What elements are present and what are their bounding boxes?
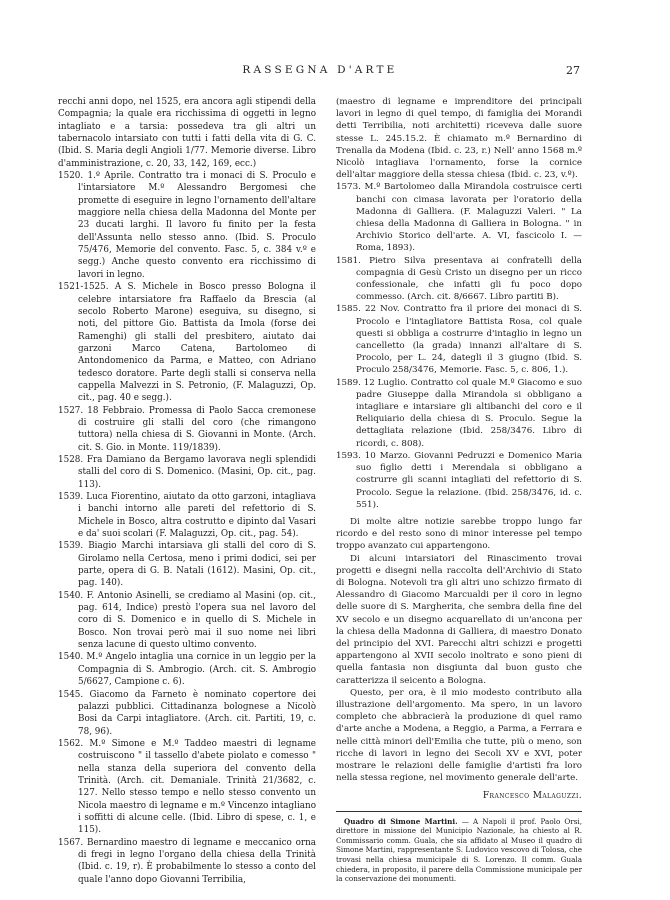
entry-text: Fra Damiano da Bergamo lavorava negli splendidi stalli del coro di S. Domenico. (Masini, Op. cit., pag. 113). [78,454,317,490]
entry-year: 1540. [58,652,84,663]
right-column [336,96,582,884]
entry-year: 1540. [58,590,84,601]
body-paragraph: Di alcuni intarsiatori del Rinascimento trovai progetti e disegni nella raccolta dell'Archivio di Stato di Bologna. Notevoli tra gli altri uno schizzo firmato di Alessandro di Giacomo Marcualdi per il coro in legno delle suore di S. Margherita, che sembra della fine del XV secolo e un disegno acquarellato di un'ancona per la chiesa della Madonna di Galliera, di maestro Donato del principio del XVI. Parecchi altri schizzi e progetti appartengono al XVII secolo inoltrato e sono pieni di quella fantasia non disgiunta dal buon gusto che caratterizza il seicento a Bologna. [336,553,582,686]
page-number: 27 [566,64,580,77]
entry-year: 1593. [336,450,361,461]
entry-text: M.º Bartolomeo dalla Mirandola costruisce certi banchi con cimasa lavorata per l'oratorio della Madonna di Galliera. (F. Malaguzzi Valeri. " La chiesa della Madonna di Galliera in Bologna. " in Archivio Storico dell'arte. A. VI, fascicolo I. — Roma, 1893). [356,182,582,254]
entry-text: M.º Angelo intaglia una cornice in un leggio per la Compagnia di S. Ambrogio. (Arch. cit. S. Ambrogio 5/6627, Campione c. 6). [78,652,316,688]
entry-text: 10 Marzo. Giovanni Pedruzzi e Domenico Maria suo figlio detti i Merendala si obbligano a costrurre gli scanni intagliati del refettorio di S. Procolo. Segue la relazione. (Ibid. 258/3476, id. c. 551). [356,450,582,510]
chronology-entry [336,255,582,304]
entry-text: 18 Febbraio. Promessa di Paolo Sacca cremonese di costruire gli stalli del coro (che rimangono tuttora) nella chiesa di S. Giovanni in Monte. (Arch. cit. S. Gio. in Monte. 119/1839). [78,405,316,453]
entry-year: 1589. [336,377,361,388]
entry-text: A S. Michele in Bosco presso Bologna il celebre intarsiatore fra Raffaelo da Brescia (al secolo Roberto Marone) eseguiva, su disegno, si noti, del pittore Gio. Battista da Imola (forse dei Ramenghi) gli stalli del presbitero, aiutato dai garzoni Marco Catena, Bartolomeo di Antondomenico da Parma, e Matteo, con Adriano tedesco doratore. Parte degli stalli si conserva nella cappella Malvezzi in S. Petronio, (F. Malaguzzi, Op. cit., pag. 40 e segg.). [78,282,316,404]
entry-text: Giacomo da Farneto è nominato copertore dei palazzi pubblici. Cittadinanza bolognese a Nicolò Bosi da Carpi intagliatore. (Arch. cit. Partiti, 19, c. 78, 96). [78,689,317,737]
footnote-text: — A Napoli il prof. Paolo Orsi, direttore in missione del Municipio Nazionale, ha chiesto al R. Commissario comm. Guala, che sia affidato al Museo il quadro di Simone Martini, rappresentante S. Ludovico vescovo di Tolosa, che trovasi nella chiesa municipale di S. Lorenzo. Il comm. Guala chiedera, in proposito, il parere della Commissione municipale per la conservazione dei monumenti. [336,816,583,884]
chronology-entry [58,170,316,281]
entry-text: Biagio Marchi intarsiava gli stalli del coro di S. Girolamo nella Certosa, meno i primi dodici, sei per parte, opera di G. B. Natali (1612). Masini, Op. cit., pag. 140). [78,541,316,589]
entry-year: 1539. [58,541,84,552]
chronology-entry [336,181,582,254]
entry-year: 1528. [58,454,84,465]
chronology-entry [58,281,316,404]
entry-text: F. Antonio Asinelli, se crediamo al Masini (op. cit., pag. 614, Indice) prestò l'opera sua nel lavoro del coro di S. Domenico e in quello di S. Michele in Bosco. Non trovai però mai il suo nome nei libri senza lacune di questo ultimo convento. [78,590,316,651]
entry-year: 1545. [58,689,84,700]
chronology-entry [58,689,316,738]
author-signature: Francesco Malaguzzi. [482,791,582,802]
entry-text: M.º Simone e M.º Taddeo maestri di legname costruiscono " il tassello d'abete piolato e comesso " nella stanza della superiora del convento della Trinità. (Arch. cit. Demaniale. Trinità 21/3682, c. 127. Nello stesso tempo e nello stesso convento un Nicola maestro di legname e m.º Vincenzo intagliano i soffitti di alcune celle. (Ibid. Libro di spese, c. 1, e 115). [78,738,317,836]
entry-year: 1527. [58,405,84,416]
footnote-divider [336,811,582,812]
footnote [336,817,582,884]
entry-year: 1562. [58,738,84,749]
chronology-entry [336,303,582,376]
footnote-title: Quadro di Simone Martini. [344,816,458,826]
chronology-entry [58,454,316,491]
chronology-entry [336,450,582,511]
left-column [58,96,316,886]
journal-title: RASSEGNA D'ARTE [242,64,398,76]
chronology-entry [58,491,316,540]
entry-year: 1521-1525. [58,282,109,293]
chronology-entry [58,738,316,837]
chronology-entry [58,837,316,886]
chronology-entry [336,377,582,450]
left-lead-paragraph: recchi anni dopo, nel 1525, era ancora agli stipendi della Compagnia; la quale era ricchissima di oggetti in legno intagliato e a tarsia: possedeva tra gli altri un tabernacolo intarsiato con tutti i fatti della vita di G. C. (Ibid. S. Maria degli Angioli 1/77. Memorie diverse. Libro d'amministrazione, c. 20, 33, 142, 169, ecc.) [58,97,316,169]
body-paragraph: Questo, per ora, è il mio modesto contributo alla illustrazione dell'argomento. Ma spero, in un lavoro completo che abbracierà la produzione di quel ramo d'arte anche a Modena, a Reggio, a Parma, a Ferrara e nelle città minori dell'Emilia che tutte, più o meno, son ricche di lavori in legno dei Secoli XV e XVI, poter mostrare le relazioni delle famiglie d'artisti fra loro nella stessa regione, nel movimento generale dell'arte. [336,687,582,784]
entry-text: 1.º Aprile. Contratto tra i monaci di S. Proculo e l'intarsiatore M.º Alessandro Bergomesi che promette di eseguire in legno l'ornamento dell'altare maggiore nella chiesa della Madonna del Monte per 23 ducati larghi. Il lavoro fu finito per la festa dell'Assunta nello stesso anno. (Ibid. S. Proculo 75/476, Memorie del convento. Fasc. 5, c. 384 v.º e segg.) Anche questo convento era ricchissimo di lavori in legno. [78,171,316,280]
entry-text: Bernardino maestro di legname e meccanico orna di fregi in legno l'organo della chiesa della Trinità (Ibid. c. 19, r). È probabilmente lo stesso a conto del quale l'anno dopo Giovanni Terribilia, [78,837,316,885]
entry-text: 22 Nov. Contratto fra il priore dei monaci di S. Procolo e l'intagliatore Battista Rosa, col quale questi si obbliga a costrurre d'intaglio in legno un cancelletto (la grada) innanzi all'altare di S. Procolo, per L. 24, dategli il 3 giugno (Ibid. S. Proculo 258/3476, Memorie. Fasc. 5, c. 806, 1.). [356,304,582,376]
chronology-entry [58,651,316,688]
entry-text: Luca Fiorentino, aiutato da otto garzoni, intagliava i banchi intorno alle pareti del refettorio di S. Michele in Bosco, altra costrutto e dipinto dal Vasari e da' suoi scolari (F. Malaguzzi, Op. cit., pag. 54). [78,492,316,540]
entry-year: 1520. [58,171,84,182]
entry-year: 1539. [58,492,84,502]
page-header [60,64,580,80]
entry-year: 1567. [58,837,84,848]
entry-year: 1585. [336,304,361,315]
entry-year: 1573. [336,182,361,193]
body-paragraph: Di molte altre notizie sarebbe troppo lungo far ricordo e del resto sono di minor interesse pel tempo troppo avanzato cui appartengono. [336,516,582,552]
entry-text: 12 Luglio. Contratto col quale M.º Giacomo e suo padre Giuseppe dalla Mirandola si obbligano a intagliare e intarsiare gli altibanchi del coro e il Reliquiario della chiesa di S. Proculo. Segue la dettagliata relazione (Ibid. 258/3476. Libro di ricordi, c. 808). [356,377,582,449]
chronology-entry [58,540,316,589]
entry-text: Pietro Silva presentava ai confratelli della compagnia di Gesù Cristo un disegno per un ricco confessionale, che infatti gli fu poco dopo commesso. (Arch. cit. 8/6667. Libro partiti B). [356,255,582,303]
chronology-entry [58,405,316,454]
right-lead-paragraph: (maestro di legname e imprenditore dei principali lavori in legno di quel tempo, di famiglia dei Morandi detti Terribilia, noti architetti) riceveva dalle suore stesse L. 245.15.2. È chiamato m.º Bernardino di Trenalla da Modena (Ibid. c. 23, r.) Nell' anno 1568 m.º Nicolò intagliava l'ornamento, forse la cornice dell'altar maggiore della stessa chiesa (Ibid. c. 23, v.º). [336,97,582,181]
entry-year: 1581. [336,255,361,266]
chronology-entry [58,590,316,652]
